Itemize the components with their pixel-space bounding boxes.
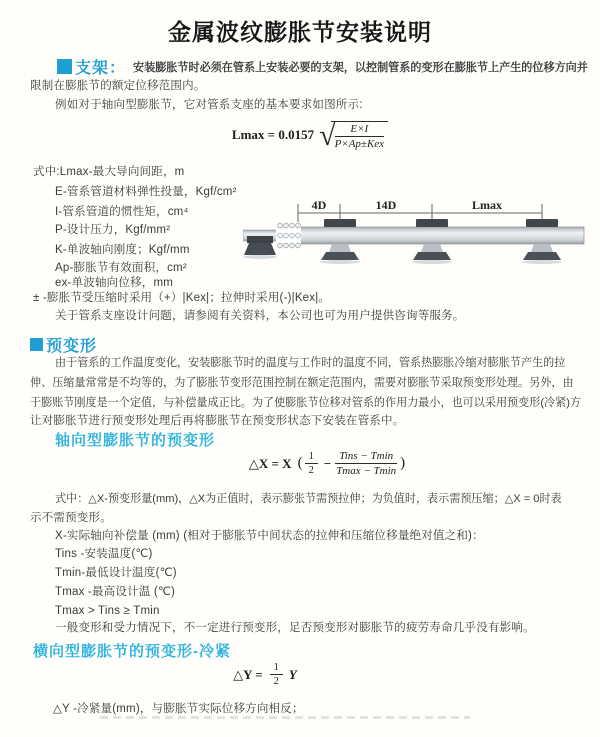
note-line: 一般变形和受力情况下，不一定进行预变形，足否预变形对膨胀节的疲劳寿命几乎没有影响。: [55, 622, 535, 634]
lateral-preform-subheading: 横向型膨胀节的预变形-冷紧: [33, 643, 231, 660]
page-title: 金属波纹膨胀节安装说明: [168, 19, 432, 45]
note-line: X-实际轴向补偿量 (mm) (相对于膨胀节中间状态的拉伸和压缩位移量绝对值之和)：: [55, 530, 484, 542]
minus-sign: −: [323, 455, 332, 471]
formula-delta-y-rhs: Y: [288, 666, 297, 682]
definition-line: 关于管系支座设计问题，请参阅有关资料，本公司也可为用户提供咨询等服务。: [55, 310, 465, 322]
formula-delta-y: [0, 662, 530, 687]
dimension-label-lmax: Lmax: [472, 198, 502, 212]
formula-delta-y-numerator: 1: [270, 662, 283, 675]
definition-line: K-单波轴向刚度；Kgf/mm: [55, 244, 190, 256]
open-paren: (: [297, 455, 303, 471]
formula-delta-x-denominator: Tmax − Tmin: [336, 465, 397, 477]
note-line: 示不需预变形。: [30, 512, 112, 524]
lateral-note-line: △Y -冷紧量(mm)，与膨胀节实际位移方向相反；: [53, 703, 304, 715]
note-line: Tmin-最低设计温度(℃): [55, 567, 177, 579]
radical-content: [331, 121, 389, 150]
clipped-text-line: [100, 716, 470, 719]
anchor-support: [243, 236, 277, 259]
dimension-label-14d: 14D: [375, 198, 397, 212]
preform-para-line: 伸、压缩量常常是不均等的，为了膨胀节变形范围控制在额定范围内，需要对膨胀节采取预变形处理。另外，由: [30, 377, 574, 389]
formula-delta-x-lhs: △X = X: [248, 455, 292, 471]
half-denominator: 2: [308, 465, 314, 476]
radical-sign: √: [319, 119, 336, 152]
section-bullet-icon: [57, 59, 72, 74]
axial-preform-subheading: 轴向型膨胀节的预变形: [55, 432, 216, 449]
definition-line: 式中:Lmax-最大导向间距，m: [33, 166, 185, 178]
definition-line: P-设计压力，Kgf/mm²: [55, 224, 171, 236]
section-heading-preform: [30, 333, 97, 356]
close-paren: ): [400, 455, 406, 471]
formula-lmax-lhs: Lmax = 0.0157: [231, 127, 315, 142]
definition-line: ± -膨胀节受压缩时采用（+）|Kex|；拉伸时采用(-)|Kex|。: [33, 292, 331, 304]
preform-para-line: 由于管系的工作温度变化，安装膨胀节时的温度与工作时的温度不同，管系热膨胀冷缩对膨胀节产生的拉: [55, 357, 566, 369]
note-line: Tmax > Tins ≥ Tmin: [55, 605, 160, 617]
support-heading-label: 支架：: [75, 60, 127, 77]
definition-line: ex-单波轴向位移，mm: [55, 277, 174, 289]
definition-line: I-管系管道的惯性矩，cm⁴: [55, 206, 189, 218]
preform-heading-label: 预变形: [46, 338, 98, 355]
preform-para-line: 让对膨胀节进行预变形处理后再将膨胀节在预变形状态下安装在管系中。: [30, 415, 405, 427]
support-intro-line2: 限制在膨胀节的额定位移范围内。: [30, 80, 206, 92]
formula-delta-y-denominator: 2: [273, 676, 279, 687]
section-heading-support: [57, 55, 588, 78]
formula-delta-x: [0, 450, 600, 477]
note-line: Tmax -最高设计温 (℃): [55, 586, 176, 598]
preform-para-line: 于膨账节刚度是一个定值，与补偿量成正比。为了使膨胀节位移对管系的作用力最小，也可以采用预变形(冷紧)方: [30, 397, 581, 409]
pipe-support-diagram: [243, 192, 588, 292]
formula-lmax-denominator: P×Ap±Kex: [334, 137, 385, 150]
note-line: Tins -安装温度(℃): [55, 548, 153, 560]
definition-line: E-管系管道材料弹性投量，Kgf/cm²: [55, 186, 237, 198]
half-numerator: 1: [305, 451, 318, 464]
support-intro-line1: 安装膨胀节时必须在管系上安装必要的支架，以控制管系的变形在膨胀节上产生的位移方向并: [133, 61, 588, 74]
formula-lmax-numerator: E×I: [335, 123, 385, 137]
formula-delta-y-lhs: △Y =: [233, 666, 263, 682]
formula-lmax: [10, 120, 600, 150]
dimension-label-4d: 4D: [311, 198, 327, 212]
section-bullet-icon: [30, 338, 43, 351]
support-example-line: 例如对于轴向型膨胀节，它对管系支座的基本要求如图所示:: [55, 99, 363, 111]
definition-line: Ap-膨胀节有效面积，cm²: [55, 262, 187, 274]
note-line: 式中：△X-预变形量(mm)，△X为正值时，表示膨张节需预拉伸；为负值时，表示需预压缩；△X = 0时表: [55, 493, 562, 505]
formula-delta-x-numerator: Tins − Tmin: [335, 450, 397, 464]
